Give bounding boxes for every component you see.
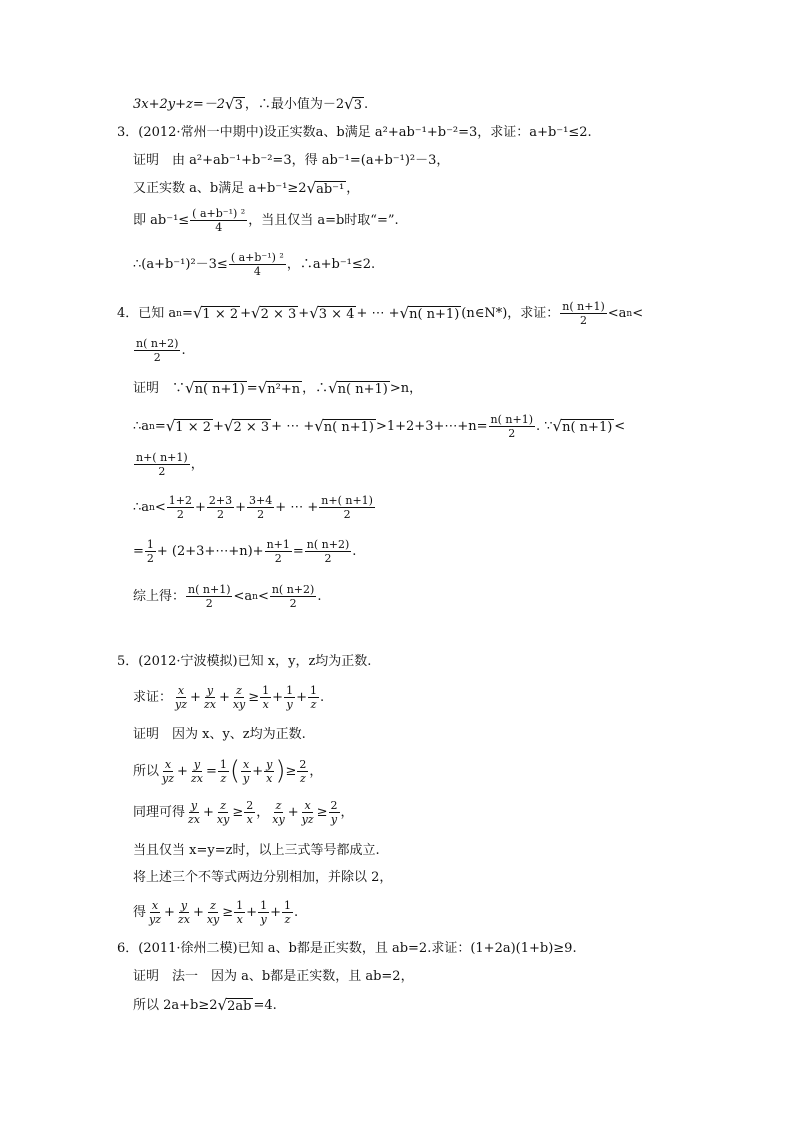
p4-line2: ∴a n = √ 1 × 2 + √ 2 × 3 + ⋯ + √ n( n+1) >1+2+3+⋯+n= $\frac{n( n+1)}{2}$ . ∵ √ n( n+1) < <box>133 413 626 440</box>
text: 证明 ∵ <box>133 381 186 396</box>
sqrt: √ 1 × 2 <box>192 304 239 322</box>
p5-title <box>117 655 371 668</box>
text: 将上述三个不等式两边分别相加，并除以 2， <box>133 870 393 885</box>
text: 4．已知 a <box>117 306 177 321</box>
sqrt: √ n( n+1) <box>552 417 613 435</box>
sqrt: √ 3 <box>225 95 243 113</box>
text: ，∴最小值为－2 <box>244 97 345 112</box>
fraction <box>305 539 351 564</box>
text: = <box>133 544 144 559</box>
numerator: ( a+b⁻¹) ² <box>230 251 284 264</box>
text: 3x+2y+z=－2 <box>133 97 226 112</box>
fraction <box>270 584 316 609</box>
numerator: x <box>304 799 311 812</box>
radicand: n( n+1) <box>409 307 460 322</box>
text: = <box>205 763 217 779</box>
sqrt: √ 3 <box>344 95 362 113</box>
text: = <box>154 419 166 434</box>
p4-line3 <box>133 452 204 477</box>
text: ， <box>190 457 204 472</box>
text: 6．(2011·徐州二模)已知 a、b都是正实数，且 ab=2.求证：(1+2a)(1+b)≥9. <box>117 941 577 956</box>
p2-final-line <box>133 97 368 112</box>
fraction <box>489 414 535 439</box>
denominator: z <box>220 771 227 785</box>
sqrt: √ n( n+1) <box>399 304 460 322</box>
p3-line4 <box>133 252 375 277</box>
fraction <box>300 800 316 825</box>
denominator: z <box>310 698 317 711</box>
text: 所以 2a+b≥2 <box>133 998 218 1013</box>
denominator: 2 <box>508 427 516 440</box>
fraction <box>282 900 293 925</box>
p4-line6: 综上得： $\frac{n( n+1)}{2}$ <a n < $\frac{n( n+2)}{2}$ . <box>133 583 322 610</box>
text: + <box>287 805 299 820</box>
denominator: x <box>262 698 269 711</box>
denominator: xy <box>206 913 220 926</box>
numerator: n( n+1) <box>188 583 231 596</box>
p5-line3 <box>133 758 322 784</box>
text: . <box>352 544 357 559</box>
denominator: y <box>286 698 293 711</box>
denominator: 2 <box>146 552 154 565</box>
text: =4. <box>253 998 277 1013</box>
p6-title <box>117 942 577 955</box>
denominator: 2 <box>176 508 184 521</box>
p5-line7 <box>133 900 298 925</box>
denominator: yz <box>175 698 188 711</box>
denominator: z <box>284 913 291 926</box>
text: ∴a <box>133 500 150 515</box>
radicand: n( n+1) <box>323 420 374 435</box>
fraction <box>244 800 255 825</box>
fraction <box>207 495 234 520</box>
text: ∴a <box>133 419 150 434</box>
text: + ⋯ + <box>356 306 400 321</box>
denominator: yz <box>162 771 175 785</box>
fraction <box>234 900 245 925</box>
fraction <box>145 539 156 564</box>
text: + <box>246 905 258 920</box>
denominator: x <box>236 913 243 926</box>
text: ， <box>346 181 360 196</box>
text: ≥ <box>232 805 244 820</box>
numerator: n( n+1) <box>562 300 605 313</box>
text: + <box>252 763 264 779</box>
numerator: z <box>210 899 216 912</box>
denominator: x <box>246 813 253 826</box>
text: ≥ <box>316 805 328 820</box>
text: + <box>192 905 204 920</box>
radicand: 2ab <box>227 999 252 1014</box>
numerator: x <box>243 757 250 771</box>
numerator: 2 <box>299 757 307 771</box>
numerator: z <box>275 799 282 812</box>
text: . <box>364 97 369 112</box>
fraction <box>231 685 247 710</box>
numerator: n( n+2) <box>306 538 350 551</box>
text: = <box>292 544 304 559</box>
numerator: x <box>177 684 185 697</box>
text: 5．(2012·宁波模拟)已知 x，y，z均为正数. <box>117 654 372 669</box>
numerator: n( n+2) <box>136 337 179 350</box>
numerator: x <box>164 757 172 771</box>
fraction <box>134 338 180 363</box>
denominator: 4 <box>253 265 261 278</box>
fraction <box>297 759 308 784</box>
denominator: zx <box>188 813 201 826</box>
text: + <box>194 500 206 515</box>
denominator: z <box>300 771 306 785</box>
numerator: z <box>236 684 242 697</box>
fraction <box>258 900 269 925</box>
text: 又正实数 a、b满足 a+b⁻¹≥2 <box>133 181 307 196</box>
denominator: yz <box>149 913 162 926</box>
sqrt: √ n( n+1) <box>185 379 245 397</box>
text: (n∈N*)，求证： <box>461 306 560 321</box>
text: 证明 因为 x、y、z均为正数. <box>133 727 306 742</box>
fraction <box>241 759 251 784</box>
numerator: 1 <box>260 899 268 912</box>
numerator: 2+3 <box>208 494 233 507</box>
text: 证明 由 a²+ab⁻¹+b⁻²=3，得 ab⁻¹=(a+b⁻¹)²－3， <box>133 153 450 168</box>
numerator: y <box>206 684 214 697</box>
fraction <box>260 685 271 710</box>
text: ， <box>340 805 354 820</box>
fraction <box>264 759 274 784</box>
fraction <box>205 900 221 925</box>
radicand: 2 × 3 <box>260 307 297 322</box>
numerator: 3+4 <box>248 494 273 507</box>
denominator: xy <box>216 813 230 826</box>
text: >1+2+3+⋯+n= <box>375 419 488 434</box>
left-paren: ( <box>229 756 240 786</box>
p5-line6 <box>133 871 392 884</box>
text: ， <box>256 805 270 820</box>
text: + <box>164 905 175 920</box>
text: + ⋯ + <box>275 500 319 515</box>
fraction <box>329 800 340 825</box>
text: . ∵ <box>536 419 553 434</box>
text: = <box>246 381 258 396</box>
text: = <box>181 306 193 321</box>
p5-line2 <box>133 728 306 741</box>
condition: a、b满足 a²+ab⁻¹+b⁻²=3，求证：a+b⁻¹≤2. <box>315 125 592 140</box>
text: + <box>296 690 307 705</box>
text: ≥ <box>248 690 260 705</box>
radicand: 2 × 3 <box>233 420 270 435</box>
text: ∴(a+b⁻¹)²－3≤ <box>133 257 228 272</box>
sqrt: √ 2 × 3 <box>251 304 297 322</box>
fraction <box>190 208 247 233</box>
radicand: 1 × 2 <box>175 420 211 435</box>
fraction <box>270 800 286 825</box>
numerator: 2 <box>330 799 338 812</box>
fraction <box>176 900 192 925</box>
fraction <box>189 759 205 784</box>
fraction <box>229 252 286 277</box>
fraction <box>265 539 292 564</box>
text: + <box>190 690 201 705</box>
sqrt: √ n²+n <box>257 379 301 397</box>
text: 得 <box>133 905 147 920</box>
numerator: y <box>180 899 188 912</box>
p4-line5 <box>133 539 356 564</box>
right-paren: ) <box>275 756 286 786</box>
p4-line1 <box>133 381 422 396</box>
p3-line2 <box>133 181 359 196</box>
text: 所以 <box>133 763 160 779</box>
fraction <box>160 759 176 784</box>
radicand: 3 <box>353 98 362 113</box>
radicand: n( n+1) <box>562 420 613 435</box>
fraction <box>218 759 229 784</box>
numerator: n( n+1) <box>490 413 533 426</box>
text: < <box>632 306 644 321</box>
numerator: y <box>266 757 273 771</box>
numerator: z <box>220 799 227 812</box>
numerator: 1 <box>146 538 154 551</box>
text: 当且仅当 x=y=z时，以上三式等号都成立. <box>133 843 380 858</box>
text: < <box>154 500 166 515</box>
radicand: 1 × 2 <box>202 307 239 322</box>
sqrt: √ 1 × 2 <box>165 417 211 435</box>
p6-line1 <box>133 970 414 983</box>
fraction <box>284 685 295 710</box>
sqrt: √ 2ab <box>217 996 252 1014</box>
radicand: n²+n <box>267 382 301 397</box>
text: 即 ab⁻¹≤ <box>133 213 190 228</box>
numerator: 1+2 <box>168 494 192 507</box>
denominator: x <box>266 771 273 785</box>
denominator: y <box>330 813 338 826</box>
p3-title <box>117 126 592 139</box>
numerator: x <box>151 899 159 912</box>
text: < <box>257 589 269 604</box>
denominator: 2 <box>289 597 297 610</box>
p5-line5 <box>133 844 380 857</box>
p4-title: 4．已知 a n = √ 1 × 2 + √ 2 × 3 + √ 3 × 4 + ⋯ + √ n( n+1) (n∈N*)，求证： $\frac{n( n+1)}{2}$ <a n < <box>117 300 644 327</box>
sqrt: √ n( n+1) <box>314 417 374 435</box>
sqrt: √ 3 × 4 <box>309 304 355 322</box>
p3-line1 <box>133 154 449 167</box>
sqrt: √ n( n+1) <box>328 379 388 397</box>
denominator: xy <box>272 813 285 826</box>
fraction <box>202 685 218 710</box>
text: 同理可得 <box>133 805 186 820</box>
fraction <box>186 800 202 825</box>
radicand: 3 × 4 <box>318 307 355 322</box>
denominator: 2 <box>158 465 166 478</box>
p4-line4: ∴a n < $\frac{1+2}{2}$ + $\frac{2+3}{2}$ + $\frac{3+4}{2}$ + ⋯ + $\frac{n+( n+1)}{2}$ <box>133 494 373 521</box>
denominator: y <box>260 913 267 926</box>
denominator: y <box>243 771 250 785</box>
fraction <box>319 495 375 520</box>
denominator: 2 <box>343 508 351 521</box>
problem-number: 3． <box>117 125 139 140</box>
radicand: n( n+1) <box>337 382 388 397</box>
denominator: zx <box>177 913 190 926</box>
fraction <box>147 900 163 925</box>
numerator: 2 <box>246 799 254 812</box>
denominator: 4 <box>215 221 223 234</box>
numerator: y <box>190 799 198 812</box>
numerator: 1 <box>286 684 294 697</box>
source: (2012·常州一中期中)设正实数 <box>138 125 316 140</box>
text: ，当且仅当 a=b时取“=”. <box>248 213 399 228</box>
text: <a <box>233 589 253 604</box>
text: 综上得： <box>133 589 186 604</box>
text: . <box>293 905 299 920</box>
text: + <box>272 690 284 705</box>
p4-title-cont <box>133 338 186 363</box>
text: 证明 法一 因为 a、b都是正实数，且 ab=2， <box>133 969 414 984</box>
denominator: zx <box>203 698 216 711</box>
text: + <box>270 905 281 920</box>
fraction <box>247 495 274 520</box>
denominator: 2 <box>580 314 588 327</box>
numerator: 1 <box>283 899 291 912</box>
text: < <box>614 419 626 434</box>
denominator: 2 <box>274 552 282 565</box>
p6-line2 <box>133 998 277 1013</box>
numerator: n( n+2) <box>271 583 315 596</box>
text: + <box>235 500 246 515</box>
fraction <box>215 800 231 825</box>
text: + <box>203 805 214 820</box>
numerator: n+( n+1) <box>321 494 373 507</box>
text: . <box>317 589 322 604</box>
denominator: 2 <box>324 552 332 565</box>
text: ≥ <box>222 905 234 920</box>
sqrt: √ 2 × 3 <box>223 417 270 435</box>
text: + <box>177 763 188 779</box>
fraction <box>167 495 194 520</box>
text: + (2+3+⋯+n)+ <box>156 544 264 559</box>
numerator: ( a+b⁻¹) ² <box>192 207 246 220</box>
text: . <box>181 343 186 358</box>
numerator: n+( n+1) <box>136 451 188 464</box>
p5-line4 <box>133 800 354 825</box>
denominator: 2 <box>257 508 265 521</box>
text: + ⋯ + <box>271 419 315 434</box>
fraction <box>560 301 606 326</box>
text: + <box>218 690 230 705</box>
text: ，∴ <box>302 381 329 396</box>
fraction <box>134 452 190 477</box>
sqrt: √ ab⁻¹ <box>306 179 345 197</box>
text: <a <box>607 306 627 321</box>
fraction <box>173 685 189 710</box>
fraction <box>308 685 319 710</box>
text: ≥ <box>285 763 297 779</box>
denominator: yz <box>301 813 314 826</box>
radicand: ab⁻¹ <box>316 182 345 197</box>
numerator: y <box>193 757 201 771</box>
p3-line3 <box>133 208 399 233</box>
numerator: n+1 <box>266 538 290 551</box>
text: ，∴a+b⁻¹≤2. <box>286 257 376 272</box>
denominator: 2 <box>216 508 224 521</box>
numerator: 1 <box>262 684 270 697</box>
text: 求证： <box>133 690 173 705</box>
text: . <box>319 690 325 705</box>
fraction <box>186 584 232 609</box>
radicand: n( n+1) <box>194 382 245 397</box>
text: ， <box>309 763 323 779</box>
p5-line1 <box>133 685 324 710</box>
numerator: 1 <box>236 899 244 912</box>
numerator: 1 <box>219 757 227 771</box>
denominator: xy <box>232 698 246 711</box>
text: >n， <box>389 381 423 396</box>
denominator: zx <box>190 771 203 785</box>
denominator: 2 <box>205 597 213 610</box>
numerator: 1 <box>309 684 317 697</box>
denominator: 2 <box>153 351 161 364</box>
radicand: 3 <box>234 98 243 113</box>
